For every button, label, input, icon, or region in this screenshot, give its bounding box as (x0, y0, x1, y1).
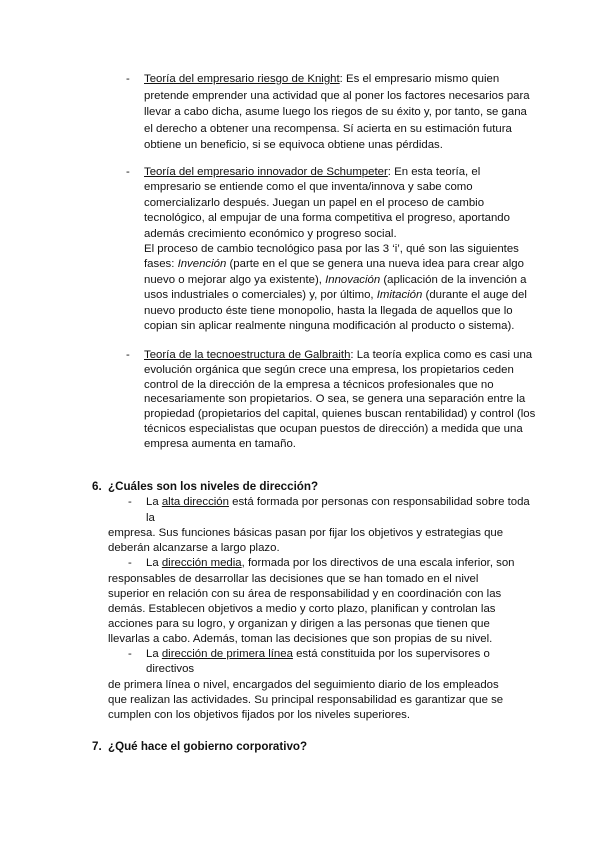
bullet-line: necesariamente son propietarios. O sea, se genera una separación entre la (144, 393, 526, 406)
text-run: (parte en el que se genera una nueva idea para crear algo (226, 258, 524, 271)
bullet-line: evolución orgánica que según crece una empresa, los propietarios ceden (144, 363, 514, 376)
term-invencion: Invención (177, 258, 227, 271)
bullet-line: además crecimiento económico y progreso social. (144, 227, 397, 240)
paragraph-line: cumplen con los objetivos fijados por los niveles superiores. (108, 709, 411, 721)
term-direccion-media: dirección media (161, 557, 242, 569)
bullet-dash: - (126, 166, 130, 178)
paragraph-line: acciones para su logro, y organizan y dirigen a las personas que tienen que (108, 618, 490, 630)
text-run: está formada por personas con responsabilidad sobre toda (228, 496, 530, 508)
bullet-line: El proceso de cambio tecnológico pasa por las 3 ‘i’, qué son las siguientes (144, 243, 519, 255)
paragraph-line: empresa. Sus funciones básicas pasan por fijar los objetivos y estrategias que (108, 527, 504, 539)
bullet-line: control de la dirección de la empresa a técnicos profesionales que no (144, 378, 494, 391)
bullet-dash: - (126, 73, 130, 85)
paragraph-line: que realizan las actividades. Su principal responsabilidad es garantizar que se (108, 694, 504, 706)
text-run: La (146, 557, 162, 569)
bullet-dash: - (128, 648, 132, 660)
bullet-line: directivos (146, 663, 195, 675)
bullet-line: técnicos especialistas que ocupan puestos de dirección) a medida que una (144, 423, 523, 435)
paragraph-line: superior en relación con su área de responsabilidad y en coordinación con las (108, 588, 502, 600)
bullet-line: la (146, 512, 155, 524)
text-run: : En esta teoría, el (387, 166, 481, 178)
theory-title-knight: Teoría del empresario riesgo de Knight (144, 73, 340, 85)
bullet-line: empresa aumenta en tamaño. (144, 437, 296, 450)
text-run: La (146, 496, 162, 508)
paragraph-line: demás. Establecen objetivos a medio y corto plazo, planifican y controlan las (108, 603, 496, 615)
question-7-heading: ¿Qué hace el gobierno corporativo? (108, 740, 308, 753)
bullet-dash: - (128, 557, 132, 569)
paragraph-line: deberán alcanzarse a largo plazo. (108, 542, 280, 554)
bullet-dash: - (128, 496, 132, 508)
bullet-line (146, 555, 515, 572)
paragraph-line: de primera línea o nivel, encargados del seguimiento diario de los empleados (108, 679, 499, 691)
theory-title-galbraith: Teoría de la tecnoestructura de Galbraith (144, 349, 351, 361)
text-run: nuevo o mejorar algo ya existente), (144, 273, 326, 286)
bullet-line: llevar a cabo dicha, asume luego los riegos de su éxito y, por tanto, se gana (144, 106, 527, 118)
text-run: : La teoría explica como es casi una (350, 349, 533, 361)
question-6-number: 6. (92, 480, 102, 493)
text-run: usos industriales o comerciales) y, por último, (144, 289, 377, 302)
bullet-line: comercializarlo después. Juegan un papel en el proceso de cambio (144, 196, 485, 209)
bullet-line (144, 71, 499, 88)
theory-title-schumpeter: Teoría del empresario innovador de Schumpeter (144, 166, 388, 178)
bullet-line (146, 494, 530, 511)
bullet-line: tecnológico, al empujar de una forma competitiva el progreso, aportando (144, 212, 510, 225)
text-run: , formada por los directivos de una escala inferior, son (241, 557, 515, 569)
bullet-line: copian sin aplicar realmente ninguna modificación al producto o sistema). (144, 320, 515, 332)
paragraph-line: llevarlas a cabo. Además, toman las decisiones que son propias de su nivel. (108, 633, 493, 645)
text-run: : Es el empresario mismo quien (339, 73, 500, 85)
bullet-line: obtiene un beneficio, si se equivoca obtiene unas pérdidas. (144, 139, 443, 151)
text-run: está constituida por los supervisores o (292, 648, 490, 660)
question-6-heading: ¿Cuáles son los niveles de dirección? (108, 480, 319, 493)
term-direccion-primera-linea: dirección de primera línea (161, 648, 293, 660)
term-imitacion: Imitación (376, 289, 423, 302)
paragraph-line: responsables de desarrollar las decisiones que se han tomado en el nivel (108, 573, 479, 585)
bullet-line: pretende emprender una actividad que al poner los factores necesarios para (144, 89, 530, 102)
bullet-dash: - (126, 349, 130, 361)
bullet-line: empresario se entiende como el que inventa/innova y sabe como (144, 181, 473, 194)
bullet-line: nuevo producto éste tiene monopolio, hasta la llegada de aquellos que lo (144, 304, 513, 317)
term-alta-direccion: alta dirección (161, 496, 229, 508)
bullet-line: propiedad (propietarios del capital, quienes buscan rentabilidad) y control (los (144, 408, 536, 421)
term-innovacion: Innovación (325, 273, 381, 286)
text-run: fases: (144, 258, 178, 271)
question-7-number: 7. (92, 740, 102, 753)
text-run: (aplicación de la invención a (380, 273, 527, 286)
text-run: (durante el auge del (422, 289, 527, 302)
text-run: La (146, 648, 162, 660)
bullet-line (146, 646, 490, 663)
bullet-line: el derecho a obtener una recompensa. Sí acierta en su estimación futura (144, 122, 512, 135)
